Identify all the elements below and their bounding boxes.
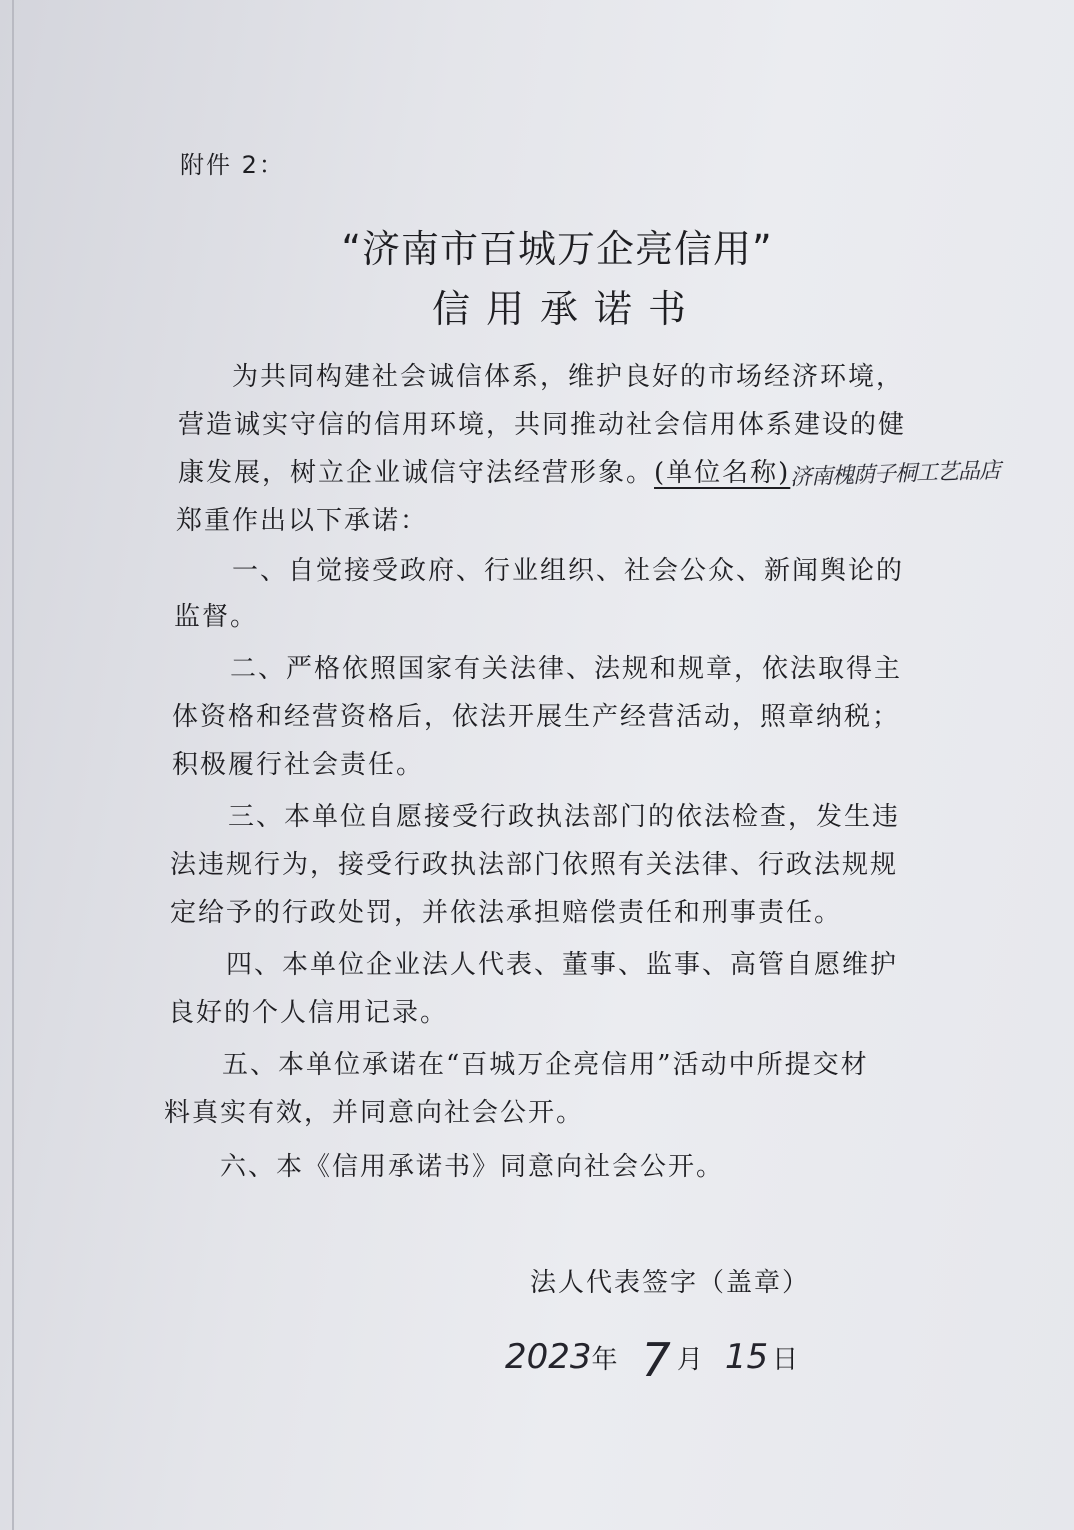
attachment-label: 附件 2： — [180, 151, 285, 179]
date-year-handwritten: 2023 — [505, 1337, 592, 1377]
intro-line-3-text: 康发展，树立企业诚信守法经营形象。 — [178, 458, 655, 488]
date-month-handwritten: 7 — [641, 1333, 671, 1387]
date-day-char: 日 — [772, 1345, 799, 1375]
commitment-6-line-1: 六、本《信用承诺书》同意向社会公开。 — [220, 1152, 725, 1182]
unit-name-label: (单位名称) — [654, 458, 791, 488]
date-year-char: 年 — [591, 1345, 618, 1375]
commitment-2-line-1: 二、严格依照国家有关法律、法规和规章，依法取得主 — [230, 654, 903, 684]
intro-line-1: 为共同构建社会诚信体系，维护良好的市场经济环境， — [232, 362, 905, 392]
commitment-2-line-2: 体资格和经营资格后，依法开展生产经营活动，照章纳税； — [172, 702, 901, 732]
commitment-3-line-2: 法违规行为，接受行政执法部门依照有关法律、行政法规规 — [170, 850, 899, 880]
commitment-4-line-1: 四、本单位企业法人代表、董事、监事、高管自愿维护 — [226, 950, 899, 980]
commitment-4-line-2: 良好的个人信用记录。 — [168, 998, 449, 1028]
commitment-2-line-3: 积极履行社会责任。 — [172, 750, 425, 780]
commitment-3-line-1: 三、本单位自愿接受行政执法部门的依法检查，发生违 — [228, 802, 901, 832]
unit-name-handwritten: 济南槐荫子桐工艺品店 — [789, 458, 1001, 491]
date-line — [505, 1325, 799, 1387]
commitment-5-line-1: 五、本单位承诺在“百城万企亮信用”活动中所提交材 — [222, 1050, 869, 1080]
commitment-3-line-3: 定给予的行政处罚，并依法承担赔偿责任和刑事责任。 — [170, 898, 843, 928]
date-day-handwritten: 15 — [724, 1337, 769, 1377]
signature-label: 法人代表签字（盖章） — [530, 1268, 811, 1298]
intro-line-3 — [178, 448, 1000, 500]
commitment-1-line-1: 一、自觉接受政府、行业组织、社会公众、新闻舆论的 — [232, 556, 905, 586]
commitment-1-line-2: 监督。 — [174, 602, 259, 632]
commitment-5-line-2: 料真实有效，并同意向社会公开。 — [164, 1098, 585, 1128]
date-month-char: 月 — [676, 1345, 703, 1375]
document-subtitle: 信用承诺书 — [431, 287, 702, 331]
document-title: “济南市百城万企亮信用” — [341, 227, 773, 271]
intro-line-4: 郑重作出以下承诺： — [176, 506, 429, 536]
intro-line-2: 营造诚实守信的信用环境，共同推动社会信用体系建设的健 — [178, 410, 907, 440]
